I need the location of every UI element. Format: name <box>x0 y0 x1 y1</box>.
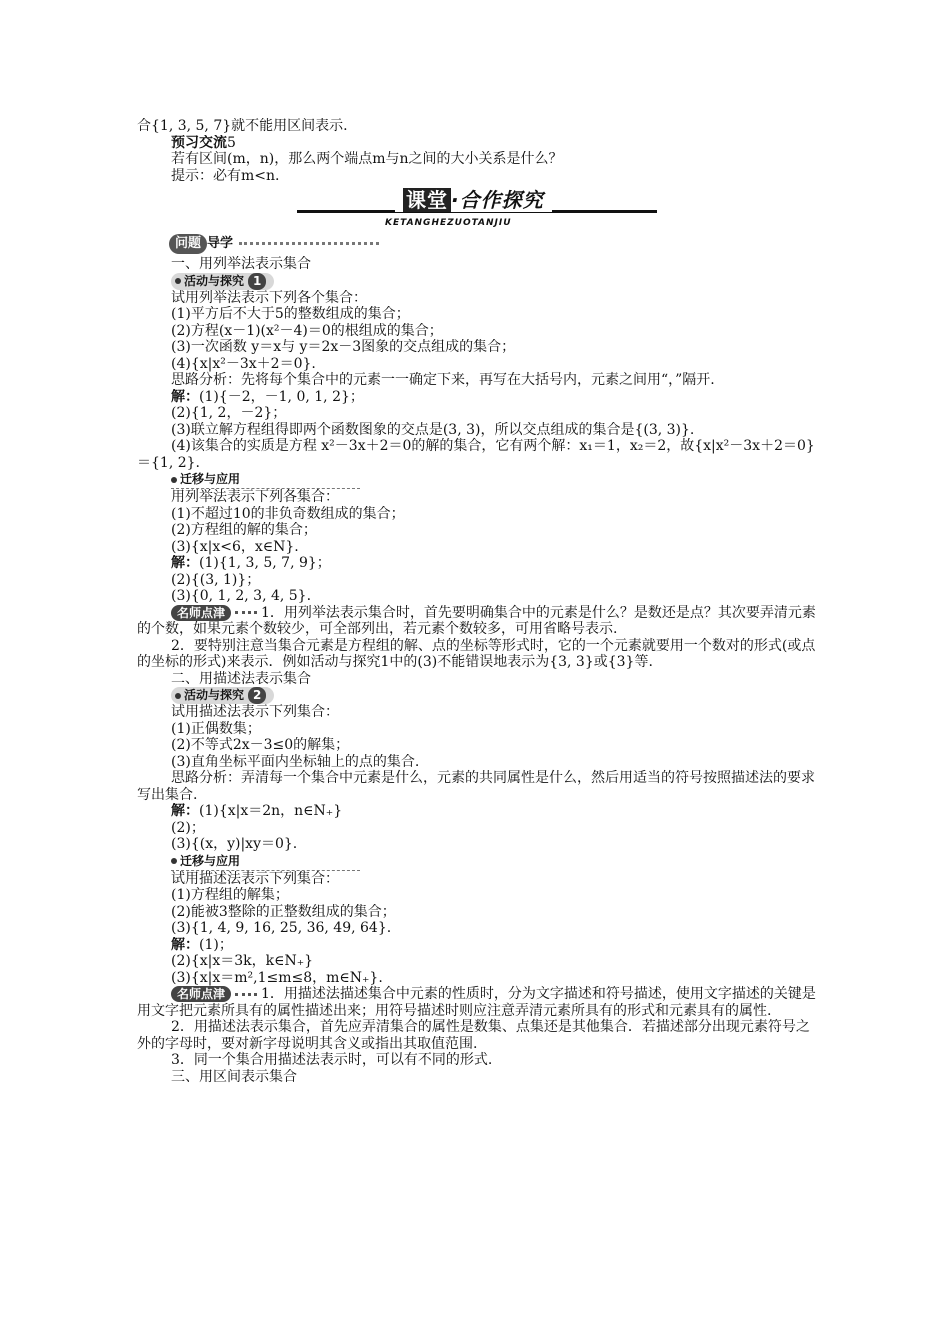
preview-title: 预习交流 <box>171 134 227 151</box>
banner-rule-thin <box>297 212 657 213</box>
s2-solution-2: (2)； <box>171 819 205 836</box>
s1-solution-3: (3)联立解方程组得即两个函数图象的交点是(3, 3)，所以交点组成的集合是{(3, 3)}. <box>171 421 695 438</box>
banner-title-a: 课堂 <box>403 188 451 212</box>
bullet-icon <box>175 278 181 284</box>
s2-tips-text-1: 1．用描述法描述集合中元素的性质时，分为文字描述和符号描述，使用文字描述的关键是用文字把元素所具有的属性描述出来；用符号描述时则应注意弄清元素所具有的形式和元素具有的属性. <box>137 986 816 1019</box>
guide-label-a: 问题 <box>169 234 207 254</box>
s1-transfer-sol-label: 解： <box>171 555 199 571</box>
s1-transfer-label <box>171 471 360 489</box>
s2-tips-2: 2．用描述法表示集合，首先应弄清集合的属性是数集、点集还是其他集合．若描述部分出现元素符号之外的字母时，要对新字母说明其含义或指出其取值范围. <box>137 1019 810 1052</box>
s2-transfer-sol-2: (2){x|x＝3k，k∈N₊} <box>171 953 314 969</box>
intro-line: 合{1, 3, 5, 7}就不能用区间表示. <box>137 118 348 134</box>
s2-activity <box>137 687 817 704</box>
s1-transfer-sol-2: (2){(3, 1)}； <box>171 571 261 588</box>
s1-activity-number: 1 <box>248 273 266 290</box>
s2-tips-1 <box>137 986 817 1019</box>
s1-sol-text: (1){－2，－1, 0, 1, 2}； <box>199 388 364 405</box>
s2-sol-label: 解： <box>171 803 199 819</box>
banner-title: 课堂 ·合作探究 <box>395 188 552 212</box>
s2-tips-3: 3．同一个集合用描述法表示时，可以有不同的形式. <box>171 1052 493 1068</box>
s1-transfer-sol-1 <box>137 555 817 572</box>
s2-transfer-sol-3: (3){x|x＝m²,1≤m≤8，m∈N₊}. <box>171 969 383 986</box>
s2-transfer-task: 试用描述法表示下列集合： <box>171 870 339 887</box>
banner-title-b: 合作探究 <box>459 188 544 212</box>
s1-sol-label: 解： <box>171 388 199 405</box>
s2-activity-label: 活动与探究 <box>184 688 245 702</box>
s2-tips-badge: 名师点津 <box>171 986 231 1002</box>
s2-transfer-item: (1)方程组的解集； <box>171 887 289 903</box>
s1-solution-2: (2){1, 2，－2}； <box>171 405 287 421</box>
s2-transfer-sol-text: (1)； <box>199 936 233 953</box>
s1-tips-2: 2．要特别注意当集合元素是方程组的解、点的坐标等形式时，它的一个元素就要用一个数对的形式(或点的坐标的形式)来表示．例如活动与探究1中的(3)不能错误地表示为{3, 3}或{3}等. <box>137 637 816 670</box>
s2-analysis: 思路分析：弄清每一个集合中元素是什么，元素的共同属性是什么，然后用适当的符号按照描述法的要求写出集合. <box>137 770 815 803</box>
s1-item: (3)一次函数 y＝x与 y＝2x－3图象的交点组成的集合； <box>171 339 516 355</box>
guide-label-b: 导学 <box>207 236 234 251</box>
s2-transfer-item: (2)能被3整除的正整数组成的集合； <box>171 903 396 920</box>
s2-transfer-sol-1 <box>137 937 817 954</box>
preview-heading <box>137 135 817 152</box>
s2-activity-pill <box>171 687 274 704</box>
s1-tips-badge: 名师点津 <box>171 605 231 621</box>
s2-transfer-item: (3){1, 4, 9, 16, 25, 36, 49, 64}. <box>171 920 392 936</box>
s2-heading: 二、用描述法表示集合 <box>171 670 311 687</box>
s2-transfer-sol-label: 解： <box>171 936 199 953</box>
s1-item: (2)方程(x－1)(x²－4)＝0的根组成的集合； <box>171 322 443 339</box>
s1-task: 试用列举法表示下列各个集合： <box>171 289 367 306</box>
tips-dots <box>235 611 257 614</box>
banner-subtitle: KETANGHEZUOTANJIU <box>385 218 512 228</box>
s2-item: (2)不等式2x－3≤0的解集； <box>171 737 350 753</box>
preview-number: 5 <box>227 134 236 151</box>
s2-activity-number: 2 <box>248 687 266 704</box>
bullet-icon <box>171 477 177 483</box>
s2-transfer-label <box>171 853 360 871</box>
s1-transfer-item: (2)方程组的解的集合； <box>171 522 317 538</box>
bullet-icon <box>175 693 181 699</box>
tips-dots <box>235 993 257 996</box>
s1-tips-1 <box>137 605 817 638</box>
s2-solution-3: (3){(x，y)|xy＝0}. <box>171 836 298 852</box>
s1-tips-text-1: 1．用列举法表示集合时，首先要明确集合中的元素是什么？是数还是点？其次要弄清元素的个数，如果元素个数较少，可全部列出，若元素个数较多，可用省略号表示. <box>137 604 816 637</box>
s1-activity <box>137 273 817 290</box>
s1-heading: 一、用列举法表示集合 <box>171 256 311 272</box>
s2-item: (1)正偶数集； <box>171 720 261 737</box>
s2-solution-1 <box>137 803 817 820</box>
guide-header <box>137 234 817 256</box>
document-page <box>137 118 817 1085</box>
s1-item: (4){x|x²－3x＋2＝0}. <box>171 355 316 372</box>
s1-transfer-item: (1)不超过10的非负奇数组成的集合； <box>171 505 405 522</box>
s1-transfer-item: (3){x|x<6，x∈N}. <box>171 538 299 555</box>
s1-transfer-header <box>137 471 817 489</box>
s1-transfer-sol-3: (3){0, 1, 2, 3, 4, 5}. <box>171 588 312 604</box>
preview-question: 若有区间(m，n)，那么两个端点m与n之间的大小关系是什么？ <box>171 151 563 167</box>
s1-solution-1 <box>137 389 817 406</box>
s2-item: (3)直角坐标平面内坐标轴上的点的集合. <box>171 753 420 770</box>
guide-dots <box>239 242 379 245</box>
s1-transfer-text: 迁移与应用 <box>180 472 241 486</box>
s1-activity-pill <box>171 273 274 290</box>
s2-task: 试用描述法表示下列集合： <box>171 704 339 720</box>
s2-transfer-header <box>137 853 817 871</box>
s1-item: (1)平方后不大于5的整数组成的集合； <box>171 306 410 322</box>
s2-transfer-text: 迁移与应用 <box>180 853 241 868</box>
s1-activity-label: 活动与探究 <box>184 273 245 288</box>
s1-transfer-sol-text: (1){1, 3, 5, 7, 9}； <box>199 555 331 571</box>
preview-hint: 提示：必有m<n. <box>171 167 280 184</box>
s1-analysis: 思路分析：先将每个集合中的元素一一确定下来，再写在大括号内，元素之间用“，”隔开. <box>171 372 715 388</box>
s2-sol-text: (1){x|x＝2n，n∈N₊} <box>199 803 343 819</box>
bullet-icon <box>171 858 177 864</box>
s1-transfer-task: 用列举法表示下列各集合： <box>171 489 339 505</box>
s3-heading: 三、用区间表示集合 <box>171 1068 297 1085</box>
s1-solution-4: (4)该集合的实质是方程 x²－3x＋2＝0的解的集合，它有两个解：x₁＝1，x₂＝2，故{x|x²－3x＋2＝0}＝{1, 2}. <box>137 438 815 471</box>
section-banner <box>137 188 817 232</box>
